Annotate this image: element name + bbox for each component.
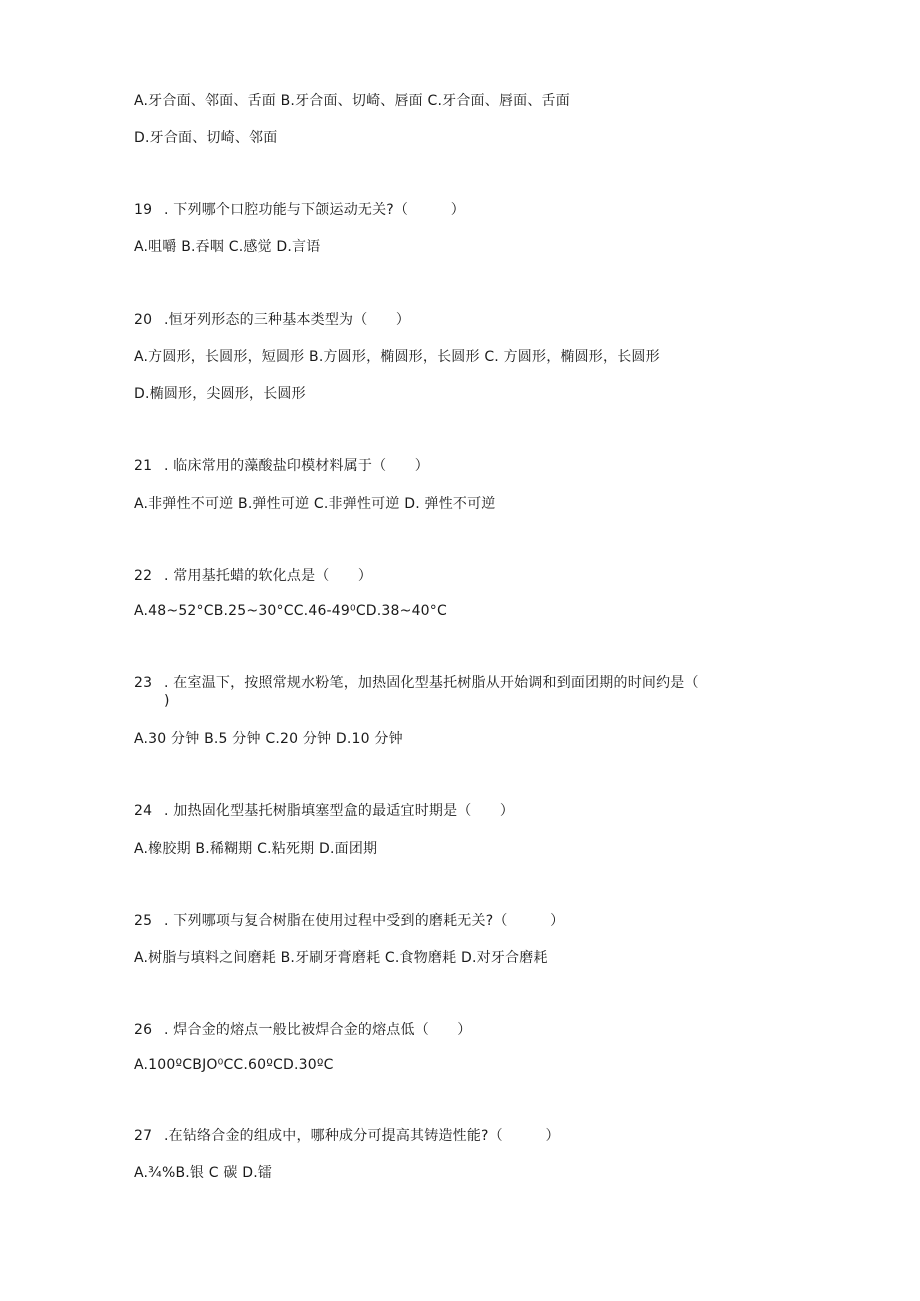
question-text: .在钻络合金的组成中，哪种成分可提高其铸造性能?（ ） — [164, 1128, 560, 1144]
question-text: . 在室温下，按照常规水粉笔，加热固化型基托树脂从开始调和到面团期的时间约是（ — [164, 675, 699, 691]
question-22 — [134, 566, 372, 586]
question-19 — [134, 200, 465, 220]
question-number: 24 — [134, 803, 153, 819]
question-number: 21 — [134, 458, 153, 474]
question-text: . 加热固化型基托树脂填塞型盒的最适宜时期是（ ） — [164, 803, 515, 819]
question-21-options: A.非弹性不可逆 B.弹性可逆 C.非弹性可逆 D. 弹性不可逆 — [134, 496, 496, 512]
question-text: . 下列哪个口腔功能与下颌运动无关?（ ） — [164, 202, 465, 218]
question-number: 19 — [134, 202, 153, 218]
question-26-options: A.100ºCBJO⁰CC.60ºCD.30ºC — [134, 1057, 334, 1073]
question-24-options: A.橡胶期 B.稀糊期 C.粘死期 D.面团期 — [134, 841, 378, 857]
question-25 — [134, 911, 564, 931]
question-23-continuation: ) — [164, 693, 170, 709]
question-number: 23 — [134, 675, 153, 691]
q18-options-line2: D.牙合面、切崎、邻面 — [134, 130, 278, 146]
question-number: 26 — [134, 1022, 153, 1038]
question-26 — [134, 1020, 472, 1040]
question-21 — [134, 456, 429, 476]
question-24 — [134, 801, 514, 821]
question-20 — [134, 310, 410, 330]
question-19-options: A.咀嚼 B.吞咽 C.感觉 D.言语 — [134, 239, 321, 255]
question-text: . 常用基托蜡的软化点是（ ） — [164, 568, 373, 584]
question-number: 25 — [134, 913, 153, 929]
question-22-options: A.48~52°CB.25~30°CC.46-49⁰CD.38~40°C — [134, 603, 447, 619]
question-27-options: A.¾%B.银 C 碳 D.镭 — [134, 1165, 273, 1181]
question-27 — [134, 1126, 560, 1146]
question-20-options-line2: D.椭圆形，尖圆形，长圆形 — [134, 386, 306, 402]
question-text: . 临床常用的藻酸盐印模材料属于（ ） — [164, 458, 429, 474]
question-text: . 下列哪项与复合树脂在使用过程中受到的磨耗无关?（ ） — [164, 913, 565, 929]
question-20-options: A.方圆形，长圆形，短圆形 B.方圆形，椭圆形，长圆形 C. 方圆形，椭圆形，长圆形 — [134, 349, 660, 365]
q18-options-line1: A.牙合面、邻面、舌面 B.牙合面、切崎、唇面 C.牙合面、唇面、舌面 — [134, 93, 570, 109]
question-23 — [134, 673, 699, 693]
question-number: 20 — [134, 312, 153, 328]
question-number: 22 — [134, 568, 153, 584]
question-text: . 焊合金的熔点一般比被焊合金的熔点低（ ） — [164, 1022, 472, 1038]
question-text: .恒牙列形态的三种基本类型为（ ） — [164, 312, 411, 328]
question-number: 27 — [134, 1128, 153, 1144]
question-25-options: A.树脂与填料之间磨耗 B.牙刷牙膏磨耗 C.食物磨耗 D.对牙合磨耗 — [134, 950, 548, 966]
question-23-options: A.30 分钟 B.5 分钟 C.20 分钟 D.10 分钟 — [134, 731, 403, 747]
